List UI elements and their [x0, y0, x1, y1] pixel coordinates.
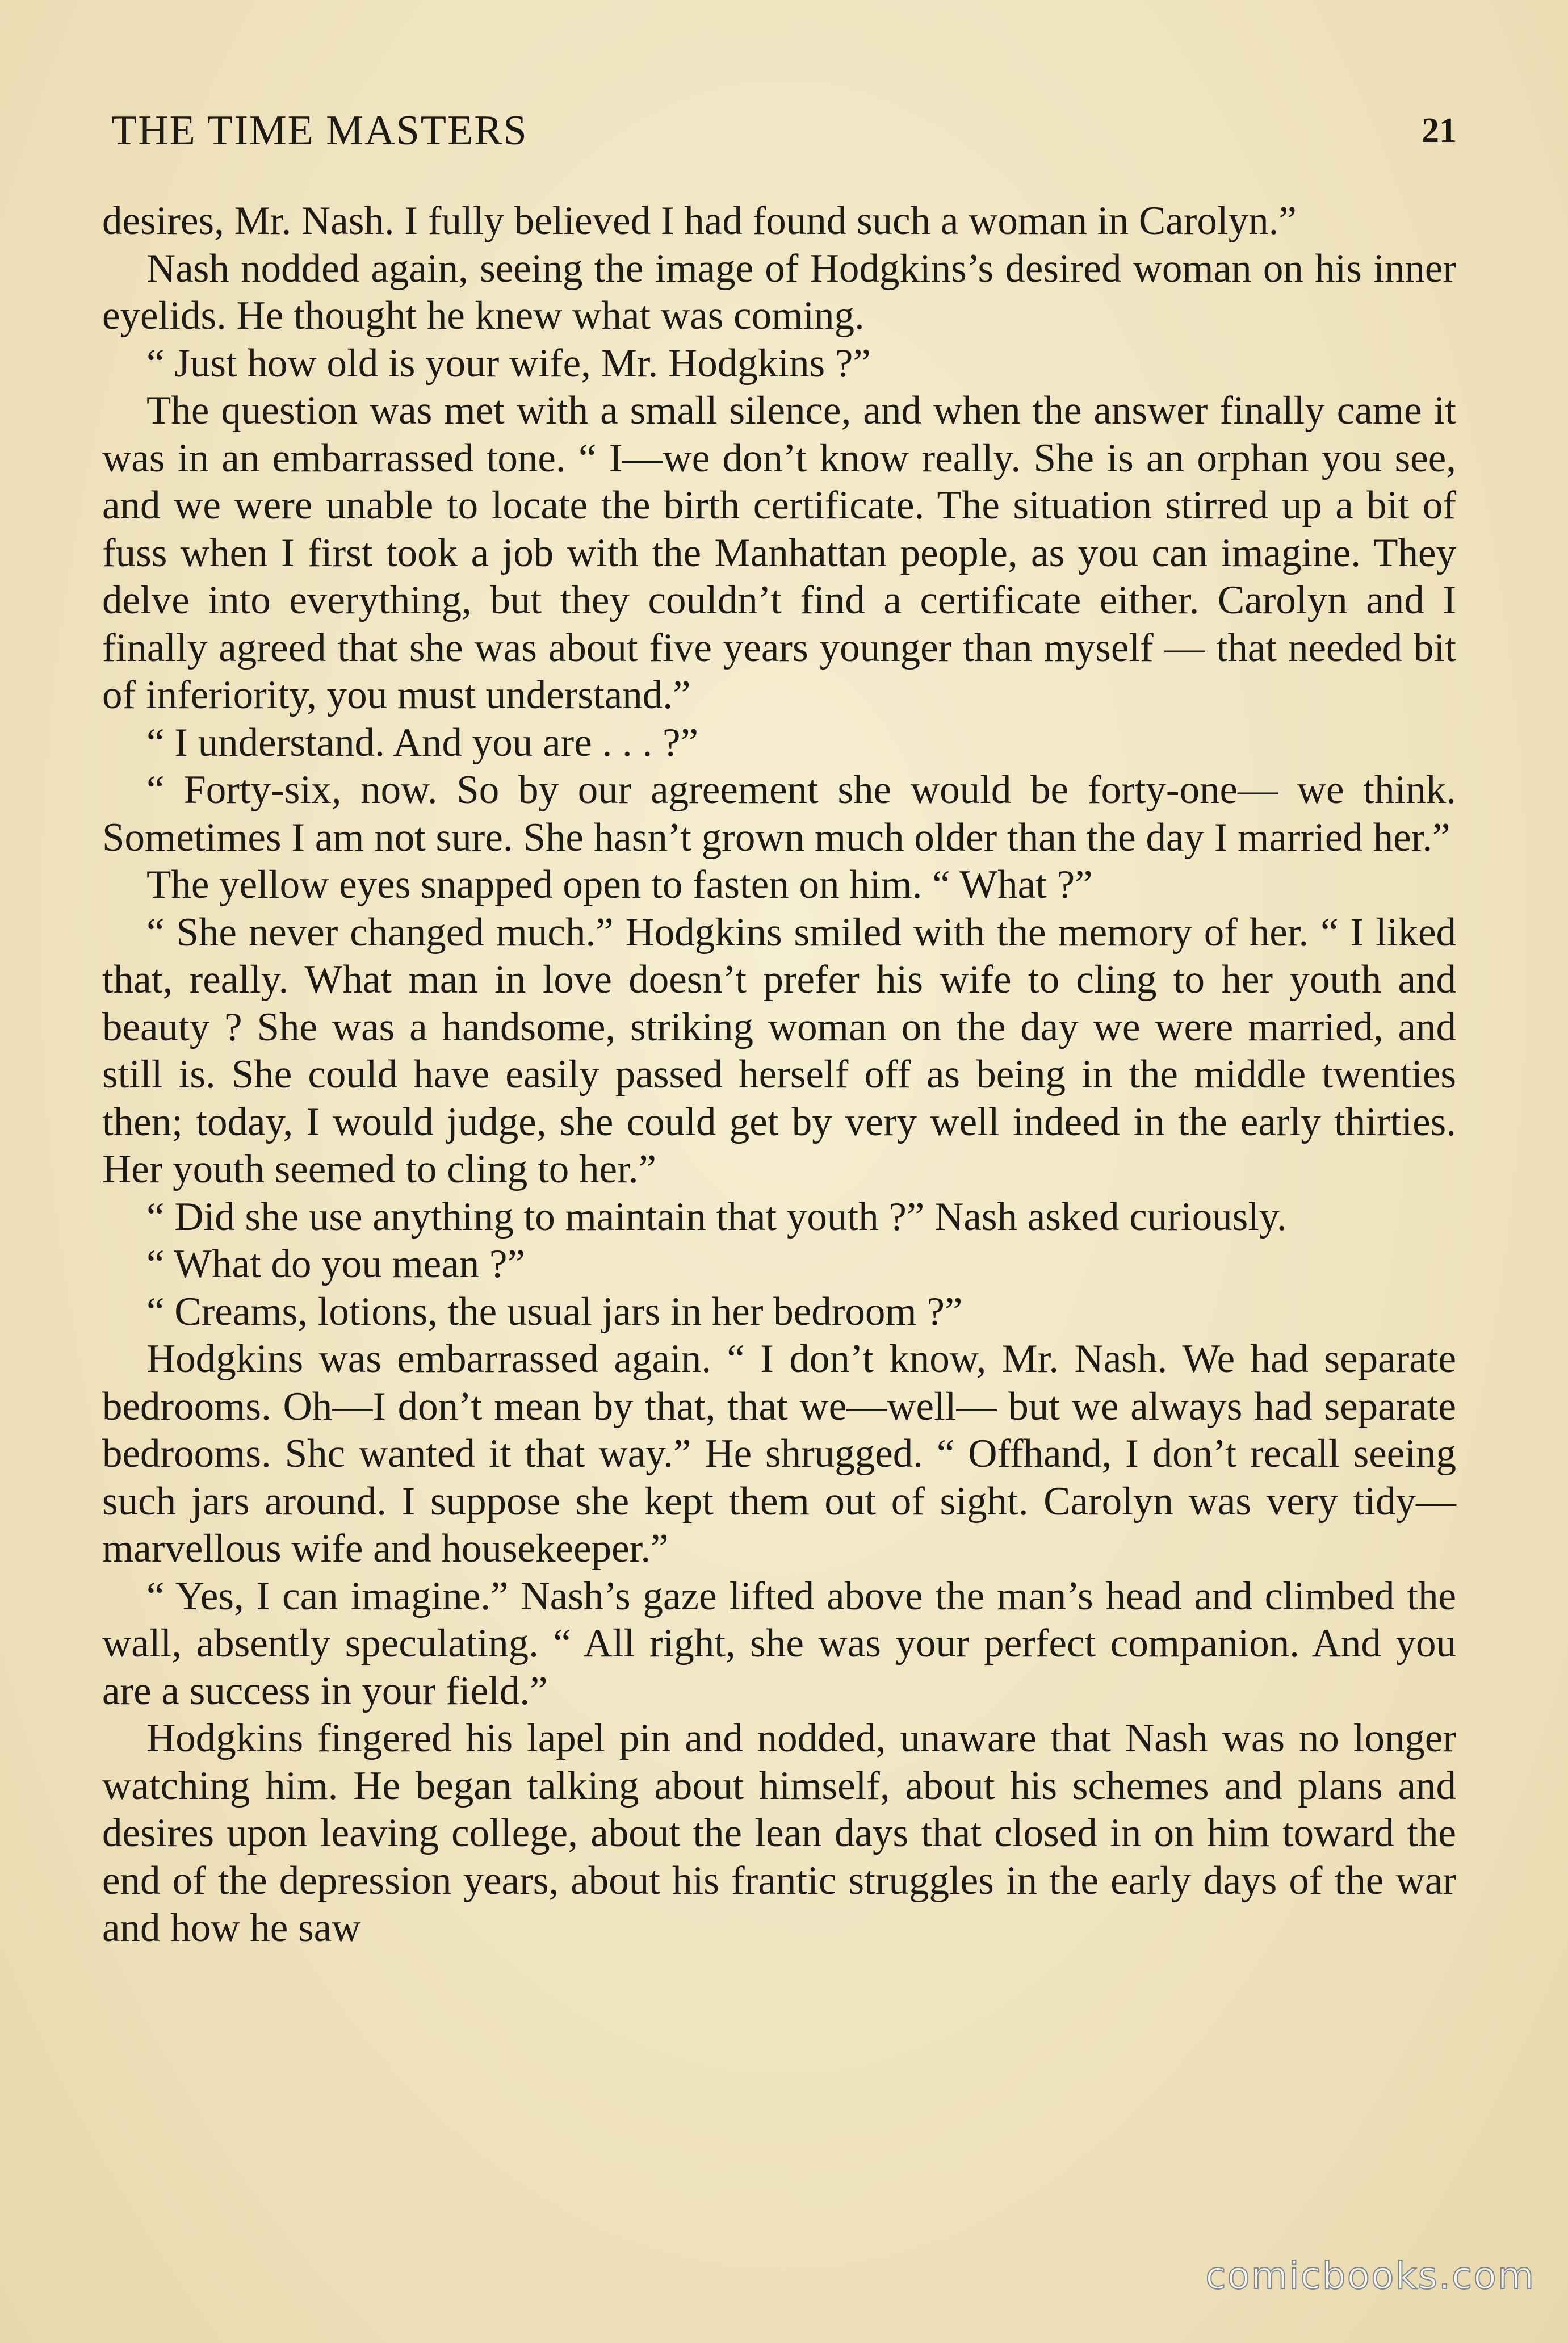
paragraph: “ What do you mean ?”: [146, 1242, 526, 1286]
paragraph: “ Creams, lotions, the usual jars in her bedroom ?”: [146, 1289, 963, 1334]
paragraph: Nash nodded again, seeing the image of Hodgkins’s desired woman on his inner eyelids. He thought he knew what was coming.: [102, 246, 1456, 338]
paragraph: The yellow eyes snapped open to fasten on him. “ What ?”: [146, 863, 1093, 907]
page-number: 21: [1422, 111, 1457, 150]
site-watermark: comicbooks.com: [1205, 2254, 1535, 2298]
paragraph: “ She never changed much.” Hodgkins smiled with the memory of her. “ I liked that, really. What man in love doesn’t prefer his wife to cling to her youth and beauty ? She was a handsome, striking woman on the day we were married, and still is. She could have easily passed herself off as being in the middle twenties then; today, I would judge, she could get by very well indeed in the early thirties. Her youth seemed to cling to her.”: [102, 910, 1456, 1191]
paragraph: “ Forty-six, now. So by our agreement she would be forty-one— we think. Sometimes I am not sure. She hasn’t grown much older than the day I married her.”: [102, 768, 1456, 860]
paragraph: “ Yes, I can imagine.” Nash’s gaze lifted above the man’s head and climbed the wall, absently speculating. “ All right, she was your perfect companion. And you are a success in your field.”: [102, 1574, 1456, 1713]
running-title: THE TIME MASTERS: [111, 107, 528, 154]
body-text: [102, 198, 1456, 1952]
paragraph: Hodgkins fingered his lapel pin and nodded, unaware that Nash was no longer watching him. He began talking about himself, about his schemes and plans and desires upon leaving college, about the lean days that closed in on him toward the end of the depression years, about his frantic struggles in the early days of the war and how he saw: [102, 1716, 1456, 1950]
paragraph: Hodgkins was embarrassed again. “ I don’t know, Mr. Nash. We had separate bedrooms. Oh—I don’t mean by that, that we—well— but we always had separate bedrooms. Shc wanted it that way.” He shrugged. “ Offhand, I don’t recall seeing such jars around. I suppose she kept them out of sight. Carolyn was very tidy—marvellous wife and housekeeper.”: [102, 1337, 1456, 1571]
paragraph: The question was met with a small silence, and when the answer finally came it was in an embarrassed tone. “ I—we don’t know really. She is an orphan you see, and we were unable to locate the birth certificate. The situation stirred up a bit of fuss when I first took a job with the Manhattan people, as you can imagine. They delve into everything, but they couldn’t find a certificate either. Carolyn and I finally agreed that she was about five years younger than myself — that needed bit of inferiority, you must understand.”: [102, 388, 1456, 717]
paragraph: “ Just how old is your wife, Mr. Hodgkins ?”: [146, 341, 871, 386]
paragraph: desires, Mr. Nash. I fully believed I had found such a woman in Carolyn.”: [102, 199, 1297, 243]
page-header: [111, 102, 1457, 159]
paragraph: “ Did she use anything to maintain that youth ?” Nash asked curiously.: [146, 1194, 1287, 1239]
paragraph: “ I understand. And you are . . . ?”: [146, 720, 698, 765]
